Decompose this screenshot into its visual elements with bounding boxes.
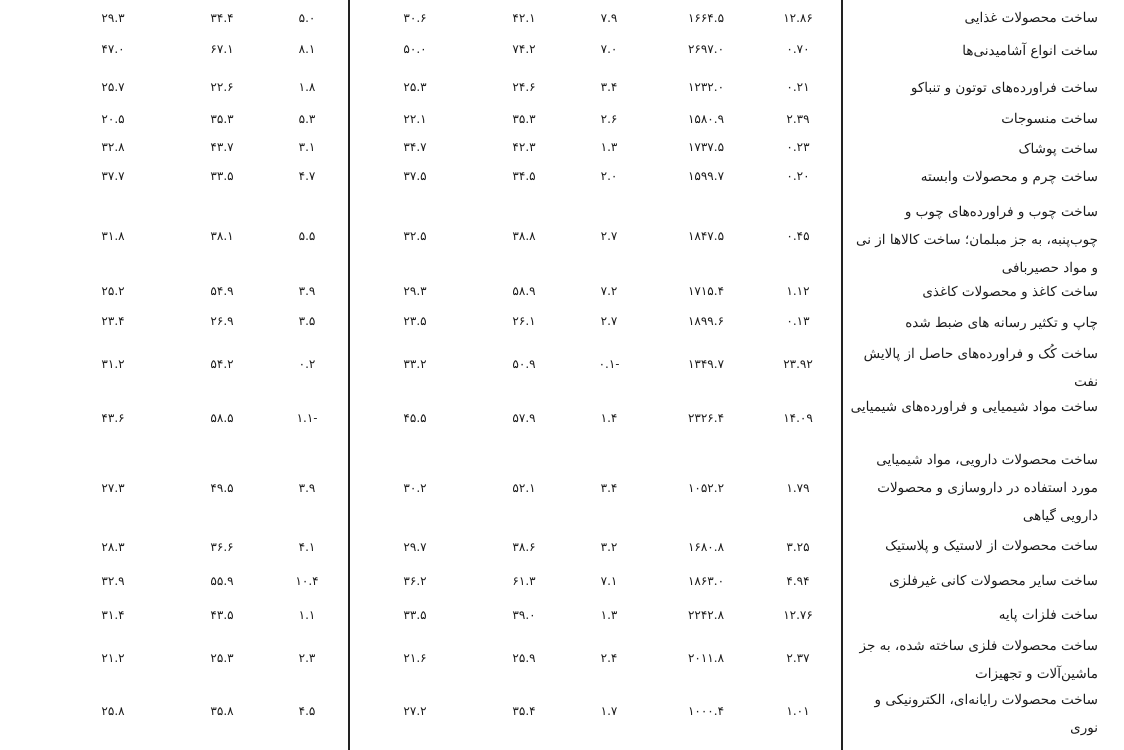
table-cell: ۱۷۱۵.۴	[687, 284, 725, 298]
table-cell: ۷.۹	[600, 11, 618, 25]
table-cell: ۱.۷	[600, 704, 618, 718]
table-cell: ۱.۱۲	[786, 284, 810, 298]
table-cell: ۱۶۶۴.۵	[687, 11, 725, 25]
table-cell: ۴۲.۱	[512, 11, 536, 25]
row-label: ساخت محصولات فلزی ساخته شده، به جز ماشین‌آلات و تجهیزات	[859, 638, 1098, 682]
table-cell: ۲.۷	[600, 314, 618, 328]
table-cell: ۱۶۸۰.۸	[687, 540, 725, 554]
table-cell: ۵۵.۹	[210, 574, 234, 588]
table-cell: ۳.۴	[600, 80, 618, 94]
table-cell: ۲۹.۷	[403, 540, 427, 554]
table-cell: ۱.۰۱	[786, 704, 810, 718]
table-cell: ۲۹.۳	[403, 284, 427, 298]
table-cell: ۱.۴	[600, 411, 618, 425]
table-cell: ۲۴.۶	[512, 80, 536, 94]
table-cell: ۱۵۹۹.۷	[687, 169, 725, 183]
table-cell: ۱۴.۰۹	[783, 411, 813, 425]
table-cell: ۲۱.۶	[403, 651, 427, 665]
table-cell: ۴.۱	[298, 540, 316, 554]
table-cell: ۲۳.۵	[403, 314, 427, 328]
row-label: ساخت کُک و فراورده‌های حاصل از پالایش نفت	[863, 346, 1098, 390]
table-cell: ۲.۴	[600, 651, 618, 665]
row-label: ساخت مواد شیمیایی و فراورده‌های شیمیایی	[850, 399, 1098, 415]
table-cell: ۲۵.۸	[101, 704, 125, 718]
table-cell: ۴.۷	[298, 169, 316, 183]
table-cell: ۴۳.۵	[210, 608, 234, 622]
table-cell: ۳۳.۵	[403, 608, 427, 622]
table-cell: ۳۴.۴	[210, 11, 234, 25]
row-label: ساخت انواع آشامیدنی‌ها	[962, 43, 1098, 59]
table-cell: ۲۷.۳	[101, 481, 125, 495]
table-cell: ۱۸۶۳.۰	[687, 574, 725, 588]
table-cell: ۱۲۳۲.۰	[687, 80, 725, 94]
table-cell: ۲۲.۶	[210, 80, 234, 94]
row-label: ساخت منسوجات	[1001, 111, 1098, 127]
table-cell: ۵۸.۵	[210, 411, 234, 425]
table-cell: ۳۰.۶	[403, 11, 427, 25]
table-cell: ۲۰۱۱.۸	[687, 651, 725, 665]
row-label: ساخت پوشاک	[1018, 141, 1098, 157]
table-cell: ۰.۲۱	[786, 80, 810, 94]
table-cell: ۳۵.۸	[210, 704, 234, 718]
table-cell: ۷.۰	[600, 42, 618, 56]
table-cell: ۳۴.۷	[403, 140, 427, 154]
table-cell: ۵۸.۹	[512, 284, 536, 298]
table-cell: ۳۳.۵	[210, 169, 234, 183]
row-label: ساخت محصولات رایانه‌ای، الکترونیکی و نوری	[874, 692, 1098, 736]
table-cell: ۴۷.۰	[101, 42, 125, 56]
table-cell: ۳۰.۲	[403, 481, 427, 495]
table-cell: ۳۸.۶	[512, 540, 536, 554]
table-cell: ۱۸۴۷.۵	[687, 229, 725, 243]
table-cell: ۱.۳	[600, 140, 618, 154]
table-cell: ۴۳.۶	[101, 411, 125, 425]
table-cell: ۴۵.۵	[403, 411, 427, 425]
table-cell: ۳۴.۵	[512, 169, 536, 183]
table-cell: ۲.۳۹	[786, 112, 810, 126]
row-label: ساخت چوب و فراورده‌های چوب و چوب‌پنبه، به جز مبلمان؛ ساخت کالاها از نی و مواد حصیربافی	[855, 204, 1098, 276]
table-cell: ۳۱.۴	[101, 608, 125, 622]
table-cell: ۱۰۰۰.۴	[687, 704, 725, 718]
row-label: ساخت محصولات غذایی	[964, 10, 1098, 26]
table-cell: ۳.۹	[298, 284, 316, 298]
table-cell: ۲۲۴۲.۸	[687, 608, 725, 622]
table-cell: ۲.۰	[600, 169, 618, 183]
table-cell: ۴.۵	[298, 704, 316, 718]
table-cell: ۱.۷۹	[786, 481, 810, 495]
table-cell: ۲۱.۲	[101, 651, 125, 665]
table-cell: ۱۰.۴	[295, 574, 319, 588]
row-label: ساخت چرم و محصولات وابسته	[920, 169, 1098, 185]
table-cell: ۳۲.۸	[101, 140, 125, 154]
table-cell: ۳۳.۲	[403, 357, 427, 371]
table-cell: ۵۴.۹	[210, 284, 234, 298]
table-cell: ۱.۳	[600, 608, 618, 622]
table-cell: ۲.۳۷	[786, 651, 810, 665]
table-cell: ۵.۳	[298, 112, 316, 126]
table-cell: ۱.۱	[298, 608, 316, 622]
table-cell: ۳۷.۵	[403, 169, 427, 183]
row-label: ساخت محصولات از لاستیک و پلاستیک	[885, 538, 1098, 554]
table-cell: ۵.۵	[298, 229, 316, 243]
table-cell: ۳۵.۳	[210, 112, 234, 126]
table-cell: ۰.۲۰	[786, 169, 810, 183]
table-cell: ۱۲.۸۶	[783, 11, 813, 25]
table-cell: ۵.۰	[298, 11, 316, 25]
table-cell: ۲۶.۹	[210, 314, 234, 328]
table-cell: ۱۵۸۰.۹	[687, 112, 725, 126]
table-cell: ۳۵.۳	[512, 112, 536, 126]
table-cell: ۳۲.۹	[101, 574, 125, 588]
table-cell: ۲۷.۲	[403, 704, 427, 718]
table-cell: ۵۰.۹	[512, 357, 536, 371]
table-cell: ۴۹.۵	[210, 481, 234, 495]
table-cell: ۰.۲	[298, 357, 316, 371]
table-cell: ۴۲.۳	[512, 140, 536, 154]
table-cell: ۳.۱	[298, 140, 316, 154]
table-cell: ۶۱.۳	[512, 574, 536, 588]
table-cell: ۲.۳	[298, 651, 316, 665]
table-cell: ۱۷۳۷.۵	[687, 140, 725, 154]
table-cell: ۲۵.۳	[210, 651, 234, 665]
table-cell: ۰.۷۰	[786, 42, 810, 56]
table-cell: ۵۷.۹	[512, 411, 536, 425]
row-label: ساخت سایر محصولات کانی غیرفلزی	[889, 573, 1098, 589]
table-cell: ۲۳.۹۲	[783, 357, 813, 371]
table-cell: ۳۵.۴	[512, 704, 536, 718]
row-label: ساخت محصولات دارویی، مواد شیمیایی مورد استفاده در داروسازی و محصولات دارویی گیاهی	[876, 452, 1098, 524]
table-cell: ۲۹.۳	[101, 11, 125, 25]
table-cell: ۷۴.۲	[512, 42, 536, 56]
table-cell: ۳۹.۰	[512, 608, 536, 622]
table-cell: ۵۰.۰	[403, 42, 427, 56]
table-cell: ۲۵.۷	[101, 80, 125, 94]
table-cell: ۳.۵	[298, 314, 316, 328]
table-cell: ۳۸.۸	[512, 229, 536, 243]
table-cell: ۱.۸	[298, 80, 316, 94]
table-cell: ۲۰.۵	[101, 112, 125, 126]
row-label: ساخت فلزات پایه	[998, 607, 1098, 623]
table-cell: ۰.۲۳	[786, 140, 810, 154]
table-cell: ۳.۹	[298, 481, 316, 495]
table-cell: ۲۵.۳	[403, 80, 427, 94]
table-cell: ۴۳.۷	[210, 140, 234, 154]
table-cell: ۲۳۲۶.۴	[687, 411, 725, 425]
table-cell: ۲۳.۴	[101, 314, 125, 328]
table-cell: ۶۷.۱	[210, 42, 234, 56]
table-cell: ۳.۴	[600, 481, 618, 495]
table-cell: -۰.۱	[598, 357, 620, 371]
row-label: ساخت فراورده‌های توتون و تنباکو	[910, 80, 1098, 96]
table-cell: ۲.۶	[600, 112, 618, 126]
table-cell: ۱۰۵۲.۲	[687, 481, 725, 495]
table-cell: ۳.۲۵	[786, 540, 810, 554]
table-cell: ۳۶.۶	[210, 540, 234, 554]
table-cell: ۱۸۹۹.۶	[687, 314, 725, 328]
table-cell: -۱.۱	[296, 411, 318, 425]
table-cell: ۳۸.۱	[210, 229, 234, 243]
table-cell: ۱۳۴۹.۷	[687, 357, 725, 371]
table-cell: ۳.۲	[600, 540, 618, 554]
table-cell: ۳۱.۸	[101, 229, 125, 243]
table-cell: ۴.۹۴	[786, 574, 810, 588]
table-cell: ۸.۱	[298, 42, 316, 56]
row-label: چاپ و تکثیر رسانه های ضبط شده	[905, 315, 1098, 331]
table-cell: ۵۴.۲	[210, 357, 234, 371]
table-cell: ۲۲.۱	[403, 112, 427, 126]
table-cell: ۲۵.۲	[101, 284, 125, 298]
row-label: ساخت کاغذ و محصولات کاغذی	[922, 284, 1098, 300]
table-cell: ۲۸.۳	[101, 540, 125, 554]
table-cell: ۳۱.۲	[101, 357, 125, 371]
table-cell: ۵۲.۱	[512, 481, 536, 495]
table-cell: ۳۲.۵	[403, 229, 427, 243]
table-cell: ۰.۴۵	[786, 229, 810, 243]
table-cell: ۲۶.۱	[512, 314, 536, 328]
table-cell: ۷.۱	[600, 574, 618, 588]
table-cell: ۰.۱۳	[786, 314, 810, 328]
table-cell: ۲.۷	[600, 229, 618, 243]
table-cell: ۲۶۹۷.۰	[687, 42, 725, 56]
table-cell: ۳۷.۷	[101, 169, 125, 183]
table-cell: ۱۲.۷۶	[783, 608, 813, 622]
table-cell: ۳۶.۲	[403, 574, 427, 588]
table-cell: ۷.۲	[600, 284, 618, 298]
table-cell: ۲۵.۹	[512, 651, 536, 665]
